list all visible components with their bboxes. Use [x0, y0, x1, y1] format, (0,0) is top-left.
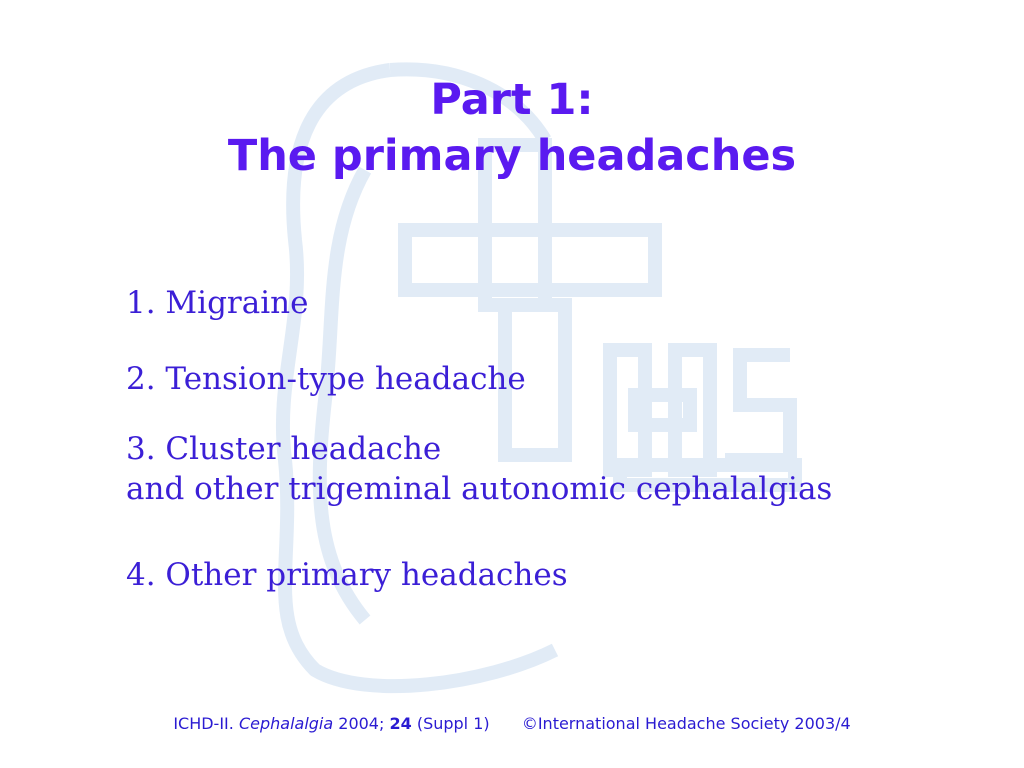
list-item: 2. Tension-type headache [126, 361, 526, 397]
footer-year: 2004; [338, 714, 385, 733]
footer-volume: 24 [389, 714, 412, 733]
footer-journal: Cephalalgia [238, 714, 334, 733]
title-line-1: Part 1: [430, 75, 594, 125]
footer-suppl: (Suppl 1) [416, 714, 490, 733]
footer-citation [0, 714, 1024, 733]
footer-copyright: ©International Headache Society 2003/4 [521, 714, 851, 733]
list-item: 1. Migraine [126, 285, 309, 321]
list-item: 4. Other primary headaches [126, 557, 568, 593]
slide-title [0, 72, 1024, 184]
list-item [126, 429, 832, 509]
title-line-2: The primary headaches [227, 131, 797, 181]
list-item-line-1: 3. Cluster headache [126, 431, 442, 467]
footer-prefix: ICHD-II. [173, 714, 234, 733]
list-item-line-2: and other trigeminal autonomic cephalalgias [126, 471, 833, 507]
